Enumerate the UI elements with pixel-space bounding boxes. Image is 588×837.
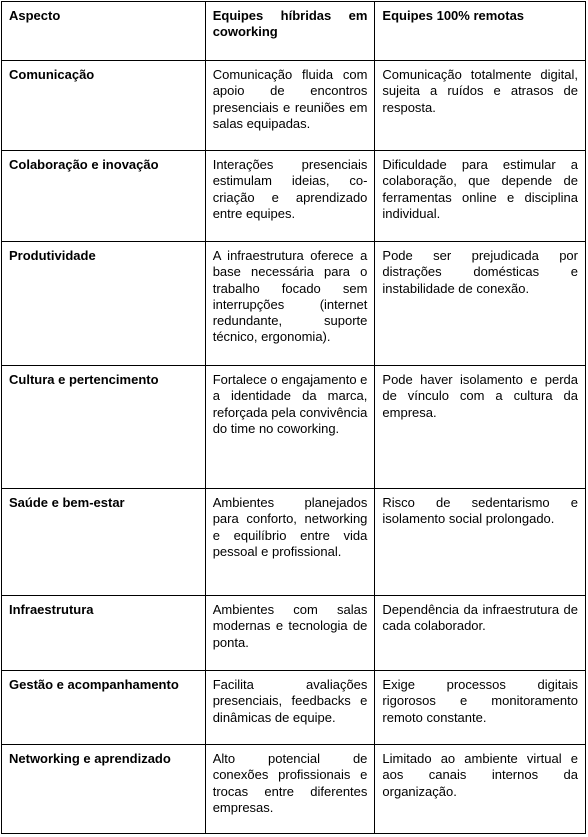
table-row (2, 489, 586, 596)
hybrid-cell: Ambientes planejados para conforto, networking e equilíbrio entre vida pessoal e profissional. (205, 489, 375, 596)
remote-cell: Pode haver isolamento e perda de vínculo com a cultura da empresa. (375, 366, 586, 489)
aspect-cell: Gestão e acompanhamento (2, 671, 206, 745)
table-row (2, 596, 586, 671)
table-row (2, 242, 586, 366)
header-hybrid: Equipes híbridas em coworking (205, 2, 375, 61)
remote-cell: Exige processos digitais rigorosos e monitoramento remoto constante. (375, 671, 586, 745)
hybrid-cell: Interações presenciais estimulam ideias, co-criação e aprendizado entre equipes. (205, 151, 375, 242)
aspect-cell: Saúde e bem-estar (2, 489, 206, 596)
aspect-cell: Networking e aprendizado (2, 745, 206, 834)
remote-cell: Dificuldade para estimular a colaboração, que depende de ferramentas online e disciplina individual. (375, 151, 586, 242)
aspect-cell: Comunicação (2, 61, 206, 151)
hybrid-cell: Facilita avaliações presenciais, feedbacks e dinâmicas de equipe. (205, 671, 375, 745)
remote-cell: Comunicação totalmente digital, sujeita a ruídos e atrasos de resposta. (375, 61, 586, 151)
header-row (2, 2, 586, 61)
hybrid-cell: A infraestrutura oferece a base necessária para o trabalho focado sem interrupções (internet redundante, suporte técnico, ergonomia). (205, 242, 375, 366)
aspect-cell: Produtividade (2, 242, 206, 366)
aspect-cell: Infraestrutura (2, 596, 206, 671)
remote-cell: Limitado ao ambiente virtual e aos canais internos da organização. (375, 745, 586, 834)
remote-cell: Pode ser prejudicada por distrações domésticas e instabilidade de conexão. (375, 242, 586, 366)
header-aspect: Aspecto (2, 2, 206, 61)
table-row (2, 61, 586, 151)
hybrid-cell: Comunicação fluida com apoio de encontros presenciais e reuniões em salas equipadas. (205, 61, 375, 151)
header-remote: Equipes 100% remotas (375, 2, 586, 61)
table-row (2, 151, 586, 242)
remote-cell: Risco de sedentarismo e isolamento social prolongado. (375, 489, 586, 596)
aspect-cell: Colaboração e inovação (2, 151, 206, 242)
remote-cell: Dependência da infraestrutura de cada colaborador. (375, 596, 586, 671)
comparison-table (1, 1, 586, 834)
table-row (2, 671, 586, 745)
hybrid-cell: Alto potencial de conexões profissionais e trocas entre diferentes empresas. (205, 745, 375, 834)
table-row (2, 366, 586, 489)
aspect-cell: Cultura e pertencimento (2, 366, 206, 489)
hybrid-cell: Ambientes com salas modernas e tecnologia de ponta. (205, 596, 375, 671)
hybrid-cell: Fortalece o engajamento e a identidade da marca, reforçada pela convivência do time no coworking. (205, 366, 375, 489)
table-row (2, 745, 586, 834)
